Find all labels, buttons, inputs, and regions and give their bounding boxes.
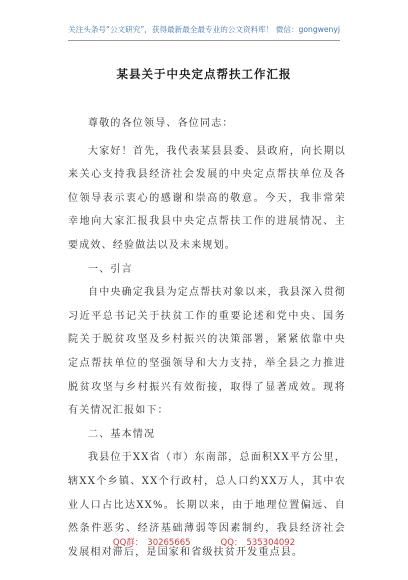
document-title: 某县关于中央定点帮扶工作汇报 (116, 67, 292, 81)
footer-qq-group-label: QQ群： (112, 538, 144, 548)
footer-qq-number: 535304092 (246, 538, 296, 548)
paragraph-basic-situation: 我县位于XX省（市）东南部，总面积XX平方公里，辖XX个乡镇、XX个行政村，总人口约XX万人，其中农业人口占比达XX%。长期以来，由于地理位置偏远、自然条件恶劣、经济基础薄弱等因素制约，我县经济社会发展相对滞后，是国家和省级扶贫开发重点县。 (68, 452, 346, 558)
header-divider (68, 40, 340, 41)
paragraph-introduction: 自中央确定我县为定点帮扶对象以来，我县深入贯彻习近平总书记关于扶贫工作的重要论述和党中央、国务院关于脱贫攻坚及乡村振兴的决策部署，紧紧依靠中央定点帮扶单位的坚强领导和大力支持，举全县之力推进脱贫攻坚与乡村振兴有效衔接，取得了显著成效。现将有关情况汇报如下： (68, 287, 346, 417)
section-heading-basic-situation: 二、基本情况 (88, 428, 156, 440)
footer-contact (0, 536, 408, 548)
footer-qq-label: QQ： (220, 538, 243, 548)
header-banner: 关注头条号“公文研究”，获得最新最全最专业的公文资料库！ 微信：gongwenyj (68, 25, 340, 34)
paragraph-opening: 大家好！首先，我代表某县县委、县政府，向长期以来关心支持我县经济社会发展的中央定点帮扶单位及各位领导表示衷心的感谢和崇高的敬意。今天，我非常荣幸地向大家汇报我县中央定点帮扶工作的进展情况、主要成效、经验做法以及未来规划。 (68, 145, 346, 251)
document-body (68, 112, 346, 564)
salutation: 尊敬的各位领导、各位同志： (88, 118, 234, 129)
footer-qq-group-number: 30265665 (147, 538, 191, 548)
section-heading-introduction: 一、引言 (88, 263, 133, 275)
